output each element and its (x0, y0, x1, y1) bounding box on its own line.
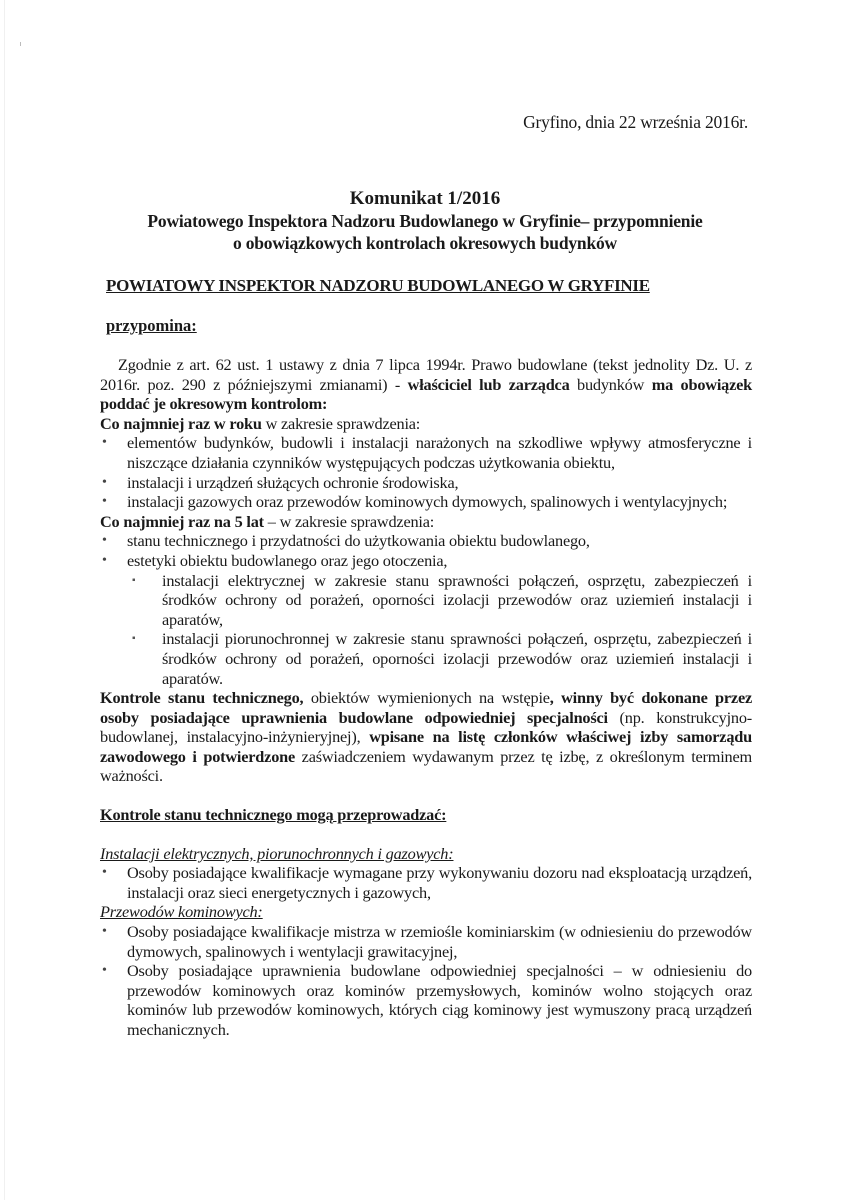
intro-owner: właściciel lub zarządca (407, 374, 570, 394)
qualifications-bold-2: , winny być dokonane przez osoby posiadające uprawnienia budowlane odpowiedniej specjalności (100, 688, 752, 727)
electrical-heading: Instalacji elektrycznych, piorunochronnych i gazowych: (100, 843, 454, 863)
list-item: • instalacji gazowych oraz przewodów kominowych dymowych, spalinowych i wentylacyjnych; (100, 492, 752, 512)
title-block (100, 188, 750, 254)
five-year-lead (100, 512, 752, 532)
qualifications-paragraph (100, 688, 752, 786)
list-item: • Osoby posiadające kwalifikacje mistrza w rzemiośle kominiarskim (w odniesieniu do przewodów dymowych, spalinowych i wentylacji grawitacyjnej, (100, 922, 752, 961)
annual-list (100, 433, 752, 511)
qualifications-bold-3: wpisane na listę członków właściwej izby samorządu zawodowego i potwierdzone (100, 727, 752, 766)
annual-lead (100, 414, 752, 434)
who-can-inspect-heading: Kontrole stanu technicznego mogą przeprowadzać: (100, 805, 447, 825)
sub-list-item: ▪ instalacji piorunochronnej w zakresie stanu sprawności połączeń, osprzętu, zabezpieczeń i środków ochrony od porażeń, oporności izolacji przewodów oraz uziemień instalacji i aparatów. (100, 629, 752, 688)
intro-text-2: budynków (569, 374, 652, 394)
spacer (100, 786, 752, 805)
qualifications-bold-1: Kontrole stanu technicznego, (100, 688, 304, 708)
annual-lead-co: Co (100, 413, 124, 433)
annual-lead-rest: w zakresie sprawdzenia: (261, 413, 421, 433)
list-item: • stanu technicznego i przydatności do użytkowania obiektu budowlanego, (100, 531, 752, 551)
scan-edge-line (4, 0, 5, 1200)
list-item: • Osoby posiadające kwalifikacje wymagane przy wykonywaniu dozoru nad eksploatacją urządzeń, instalacji oraz sieci energetycznych i gazowych, (100, 863, 752, 902)
reminds-label: przypomina: (106, 316, 197, 335)
document-subtitle-line1: Powiatowego Inspektora Nadzoru Budowlanego w Gryfinie– przypomnienie (147, 211, 703, 231)
scan-artifact (20, 42, 21, 46)
document-title: Komunikat 1/2016 (349, 188, 501, 209)
qualifications-text-2: (np. konstrukcyjno-budowlanej, instalacyjno-inżynieryjnej), (100, 707, 752, 747)
list-item: • instalacji i urządzeń służących ochronie środowiska, (100, 473, 752, 493)
list-item: • estetyki obiektu budowlanego oraz jego otoczenia, (100, 551, 752, 571)
electrical-list (100, 863, 752, 902)
sub-list-item: ▪ instalacji elektrycznej w zakresie stanu sprawności połączeń, osprzętu, zabezpieczeń i środków ochrony od porażeń, oporności izolacji przewodów oraz uziemień instalacji i aparatów, (100, 571, 752, 630)
five-year-lead-rest: – w zakresie sprawdzenia: (263, 511, 435, 531)
document-body (100, 355, 752, 1040)
list-item: • Osoby posiadające uprawnienia budowlane odpowiedniej specjalności – w odniesieniu do przewodów kominowych oraz kominów przemysłowych, kominów wolno stojących oraz kominów lub przewodów kominowych, których ciąg kominowy jest wymuszony pracą urządzeń mechanicznych. (100, 961, 752, 1039)
chimney-heading: Przewodów kominowych: (100, 902, 263, 922)
five-year-list (100, 531, 752, 570)
qualifications-text-3: zaświadczeniem wydawanym przez tę izbę, z określonym terminem ważności. (100, 746, 752, 786)
document-subtitle-line2: o obowiązkowych kontrolach okresowych budynków (233, 233, 617, 253)
five-year-lead-co: Co (100, 511, 124, 531)
intro-text: Zgodnie z art. 62 ust. 1 ustawy z dnia 7 lipca 1994r. Prawo budowlane (tekst jednolity Dz. U. z 2016r. poz. 290 z późniejszymi zmianami) - (100, 355, 752, 394)
annual-lead-bold: najmniej raz w roku (123, 413, 262, 433)
spacer (100, 825, 752, 844)
list-item: • elementów budynków, budowli i instalacji narażonych na szkodliwe wpływy atmosferyczne i niszczące działania czynników występujących podczas użytkowania obiektu, (100, 433, 752, 472)
intro-paragraph (100, 355, 752, 414)
intro-obligation: ma obowiązek poddać je okresowym kontrolom: (100, 374, 752, 414)
five-year-lead-bold: najmniej raz na 5 lat (123, 511, 264, 531)
authority-heading: POWIATOWY INSPEKTOR NADZORU BUDOWLANEGO W GRYFINIE (106, 276, 650, 295)
qualifications-text-1: obiektów wymienionych na wstępie (303, 688, 550, 708)
chimney-list (100, 922, 752, 1040)
five-year-sublist (100, 571, 752, 689)
date-line: Gryfino, dnia 22 września 2016r. (523, 112, 748, 132)
